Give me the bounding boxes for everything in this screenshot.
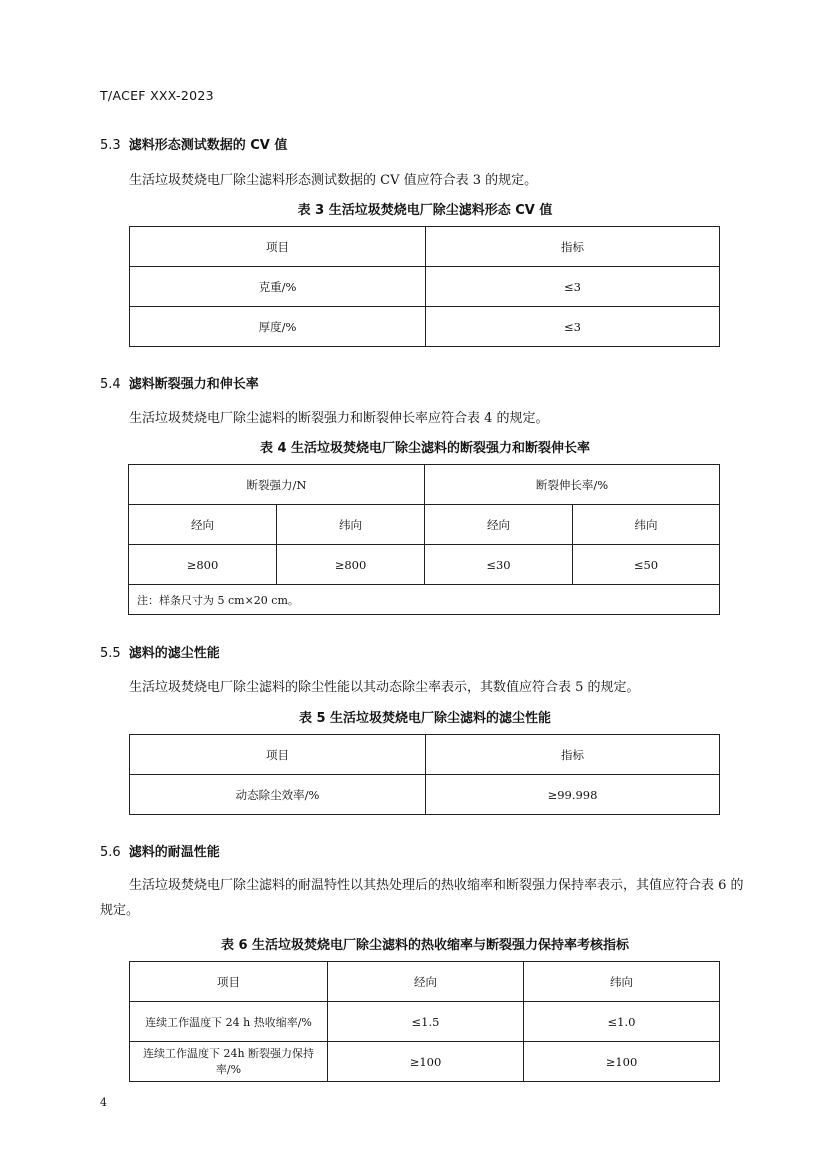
table-6 [129,961,720,1082]
table-cell: 动态除尘效率/% [130,775,426,815]
table-header-cell: 纬向 [524,962,720,1002]
table-header-cell: 经向 [129,505,277,545]
table-3-caption: 表 3 生活垃圾焚烧电厂除尘滤料形态 CV 值 [297,203,553,218]
table-cell: ≤3 [426,307,720,347]
table-cell: ≤50 [573,545,720,585]
table-cell: ≤3 [426,267,720,307]
section-number: 5.6 [100,845,121,860]
section-5-6-heading [100,841,220,860]
section-5-5-heading [100,642,220,661]
table-header-cell: 项目 [130,735,426,775]
table-header-row [130,962,720,1002]
table-group-header-cell: 断裂伸长率/% [425,465,720,505]
table-5 [129,734,720,815]
section-title: 滤料的耐温性能 [128,845,220,860]
section-5-3-paragraph: 生活垃圾焚烧电厂除尘滤料形态测试数据的 CV 值应符合表 3 的规定。 [129,173,538,188]
table-row [130,1042,720,1082]
section-title: 滤料的滤尘性能 [128,646,220,661]
table-row [129,545,720,585]
section-5-4-paragraph: 生活垃圾焚烧电厂除尘滤料的断裂强力和断裂伸长率应符合表 4 的规定。 [129,411,549,426]
table-header-row [129,465,720,505]
table-header-cell: 项目 [130,227,426,267]
table-cell: 连续工作温度下 24 h 热收缩率/% [130,1002,328,1042]
section-5-5-paragraph: 生活垃圾焚烧电厂除尘滤料的除尘性能以其动态除尘率表示，其数值应符合表 5 的规定。 [129,680,640,695]
table-header-cell: 经向 [425,505,573,545]
table-header-cell: 指标 [426,227,720,267]
table-5-caption: 表 5 生活垃圾焚烧电厂除尘滤料的滤尘性能 [298,711,552,726]
table-row [130,1002,720,1042]
table-note: 注：样条尺寸为 5 cm×20 cm。 [129,585,720,615]
table-row [130,267,720,307]
page-number: 4 [100,1096,107,1109]
table-group-header-cell: 断裂强力/N [129,465,425,505]
table-subheader-row [129,505,720,545]
section-5-4-heading [100,373,259,392]
table-header-cell: 指标 [426,735,720,775]
table-cell: ≥800 [277,545,425,585]
table-header-cell: 项目 [130,962,328,1002]
table-row [130,775,720,815]
table-6-caption: 表 6 生活垃圾焚烧电厂除尘滤料的热收缩率与断裂强力保持率考核指标 [220,938,630,953]
table-header-cell: 纬向 [277,505,425,545]
table-cell: 连续工作温度下 24h 断裂强力保持率/% [130,1042,328,1082]
table-cell: ≤30 [425,545,573,585]
table-cell: ≥99.998 [426,775,720,815]
table-4 [128,464,720,615]
table-cell: ≤1.5 [328,1002,524,1042]
table-cell: 厚度/% [130,307,426,347]
section-5-3-heading [100,134,287,153]
table-cell: ≥800 [129,545,277,585]
section-title: 滤料断裂强力和伸长率 [128,377,259,392]
table-cell: ≤1.0 [524,1002,720,1042]
table-cell: ≥100 [524,1042,720,1082]
table-row [130,307,720,347]
table-header-row [130,227,720,267]
section-5-6-paragraph: 生活垃圾焚烧电厂除尘滤料的耐温特性以其热处理后的热收缩率和断裂强力保持率表示，其值应符合表 6 的规定。 [100,878,744,918]
table-3 [129,226,720,347]
table-4-caption: 表 4 生活垃圾焚烧电厂除尘滤料的断裂强力和断裂伸长率 [259,441,591,456]
section-title: 滤料形态测试数据的 CV 值 [128,138,288,153]
table-header-row [130,735,720,775]
table-header-cell: 经向 [328,962,524,1002]
section-number: 5.3 [100,138,121,153]
table-cell: 克重/% [130,267,426,307]
table-header-cell: 纬向 [573,505,720,545]
section-number: 5.4 [100,377,121,392]
document-code: T/ACEF XXX-2023 [100,88,214,103]
table-note-row [129,585,720,615]
section-number: 5.5 [100,646,121,661]
table-cell: ≥100 [328,1042,524,1082]
